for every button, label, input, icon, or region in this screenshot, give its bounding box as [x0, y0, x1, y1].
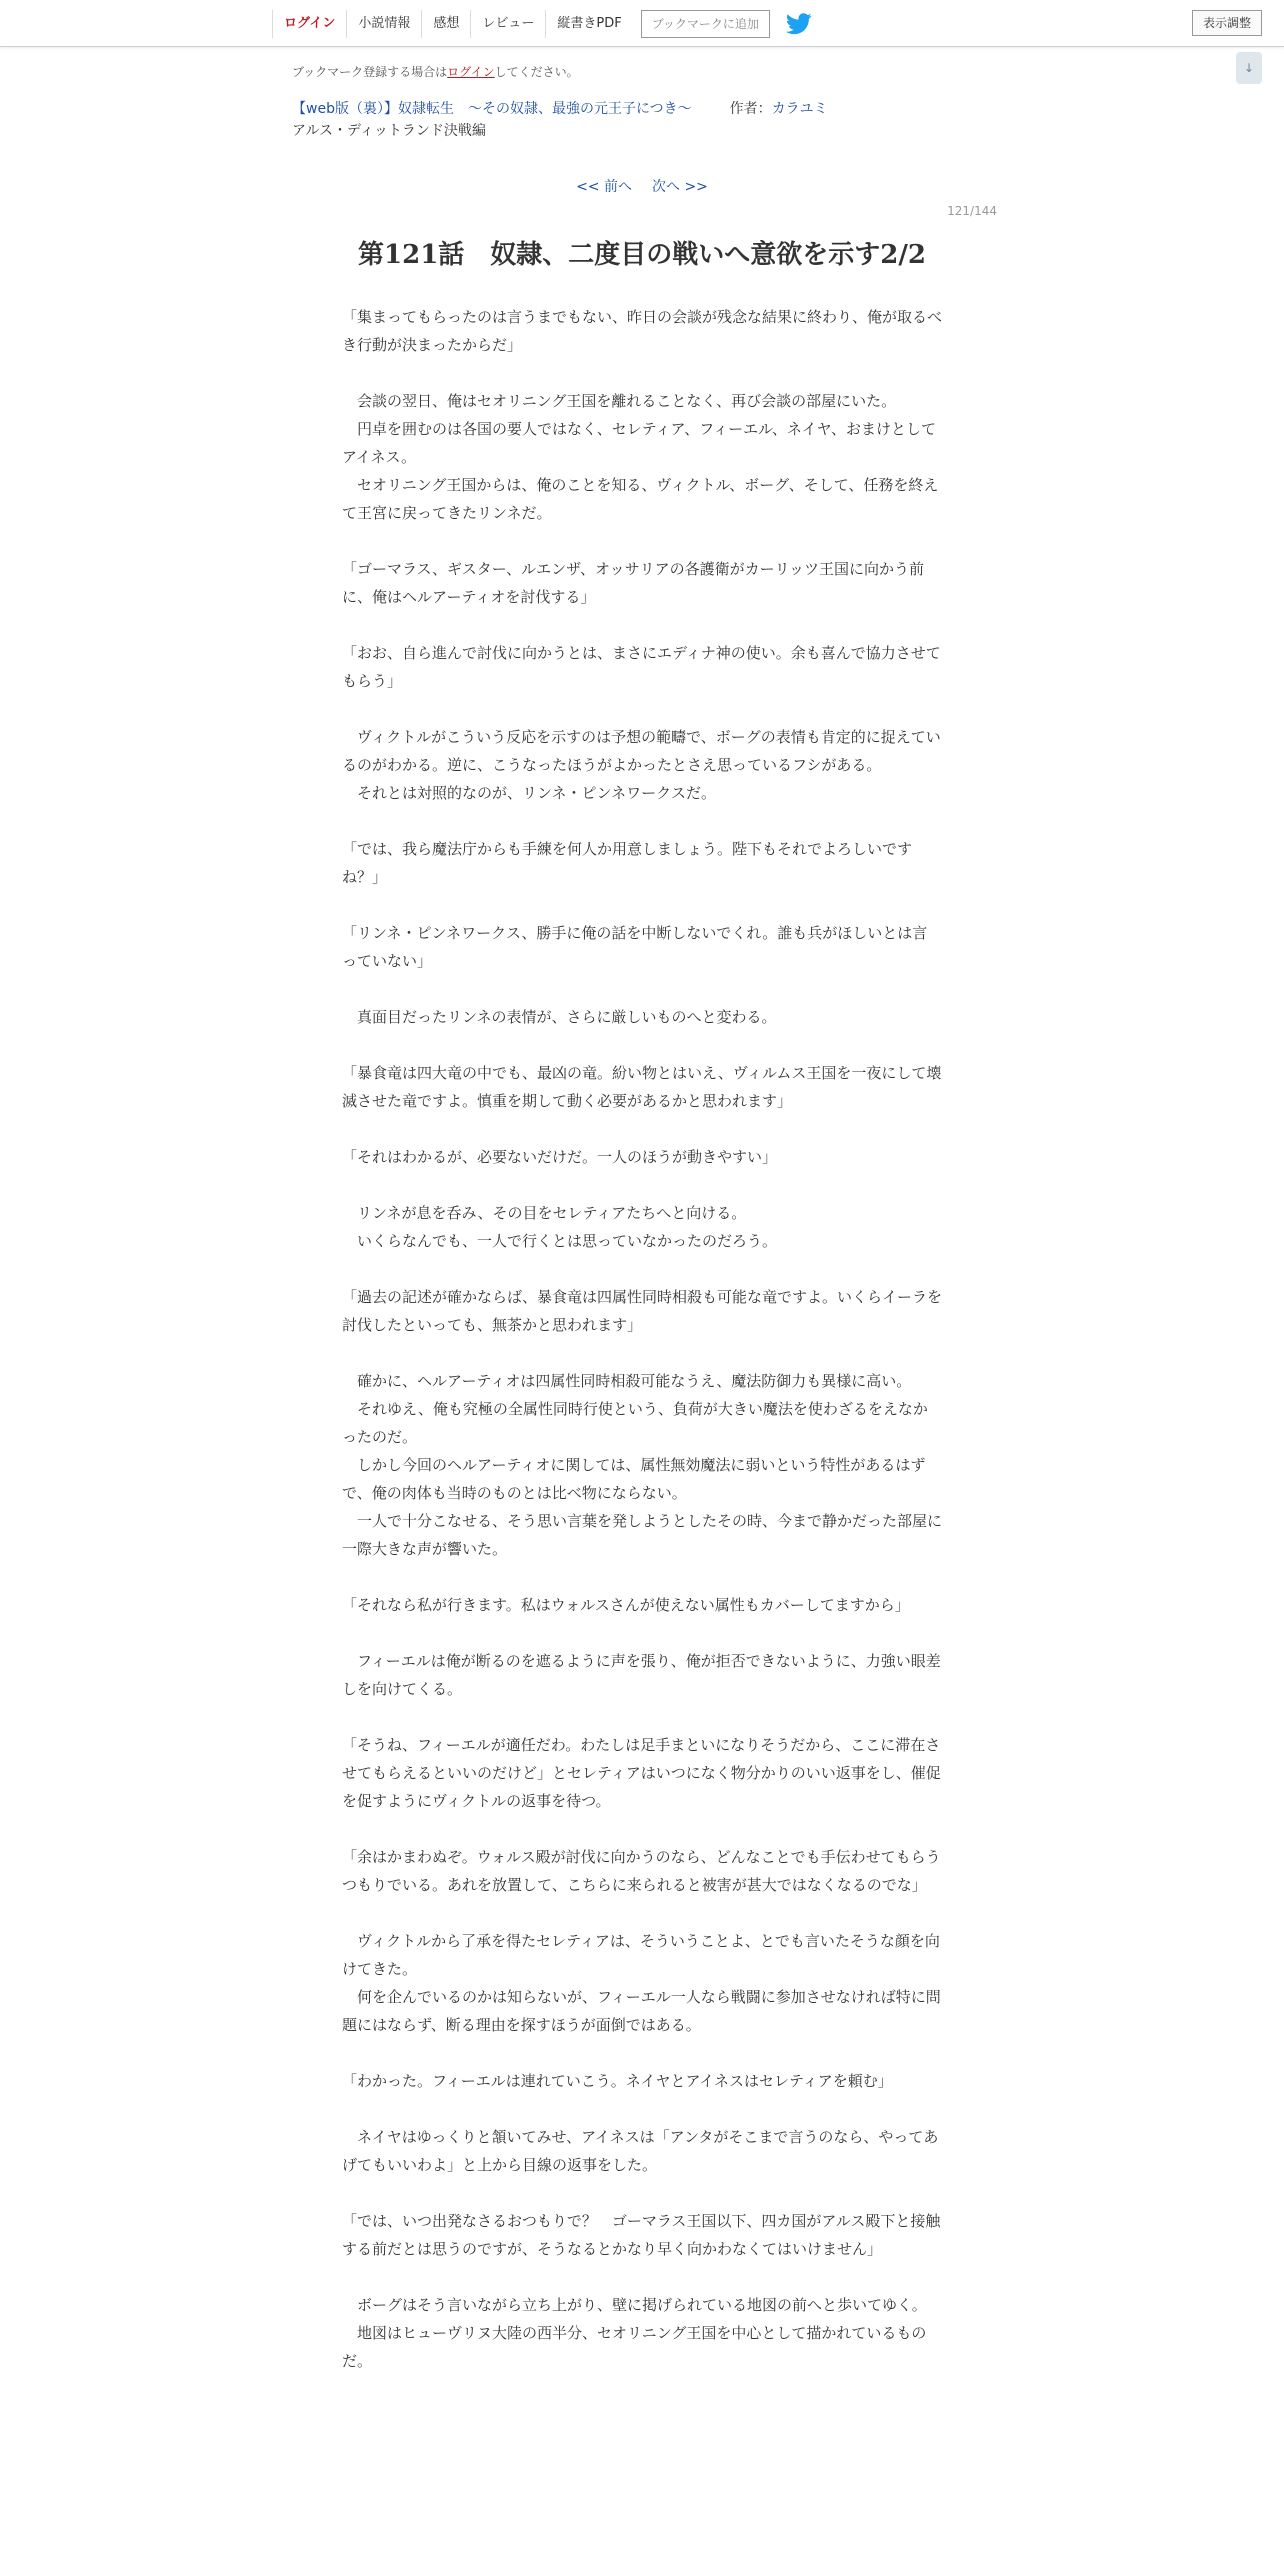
body-paragraph: 「ゴーマラス、ギスター、ルエンザ、オッサリアの各護衛がカーリッツ王国に向かう前に、俺はヘルアーティオを討伐する」 — [342, 560, 925, 606]
body-paragraph — [342, 1899, 942, 1927]
body-paragraph: 確かに、ヘルアーティオは四属性同時相殺可能なうえ、魔法防御力も異様に高い。 — [342, 1372, 912, 1390]
body-paragraph: 「おお、自ら進んで討伐に向かうとは、まさにエディナ神の使い。余も喜んで協力させてもらう」 — [342, 644, 941, 690]
body-paragraph — [342, 359, 942, 387]
body-paragraph — [342, 1115, 942, 1143]
body-paragraph: セオリニング王国からは、俺のことを知る、ヴィクトル、ボーグ、そして、任務を終えて王宮に戻ってきたリンネだ。 — [342, 476, 939, 522]
nav-novel-info-link[interactable]: 小説情報 — [346, 10, 421, 38]
body-paragraph — [342, 695, 942, 723]
body-paragraph — [342, 1031, 942, 1059]
body-paragraph — [342, 1339, 942, 1367]
body-paragraph: 「それはわかるが、必要ないだけだ。一人のほうが動きやすい」 — [342, 1148, 778, 1166]
body-paragraph: 「余はかまわぬぞ。ウォルス殿が討伐に向かうのなら、どんなことでも手伝わせてもらうつもりでいる。あれを放置して、こちらに来られると被害が甚大ではなくなるのでな」 — [342, 1848, 941, 1894]
body-paragraph — [342, 1563, 942, 1591]
body-paragraph: 一人で十分こなせる、そう思い言葉を発しようとしたその時、今まで静かだった部屋に一際大きな声が響いた。 — [342, 1512, 943, 1558]
nav-impressions-link[interactable]: 感想 — [421, 10, 470, 38]
prev-page-link[interactable]: << 前へ — [576, 179, 632, 195]
body-paragraph — [342, 2263, 942, 2291]
body-paragraph: ヴィクトルがこういう反応を示すのは予想の範疇で、ボーグの表情も肯定的に捉えているのがわかる。逆に、こうなったほうがよかったとさえ思っているフシがある。 — [342, 728, 941, 774]
body-paragraph — [342, 2039, 942, 2067]
body-paragraph — [342, 611, 942, 639]
nav-menu — [272, 8, 812, 40]
body-paragraph — [342, 2179, 942, 2207]
chapter-group-title: アルス・ディットランド決戦編 — [292, 123, 486, 139]
body-paragraph: 「集まってもらったのは言うまでもない、昨日の会談が残念な結果に終わり、俺が取るべき行動が決まったからだ」 — [342, 308, 943, 354]
body-paragraph — [342, 807, 942, 835]
notice-text-before: ブックマーク登録する場合は — [292, 65, 448, 79]
body-paragraph: リンネが息を呑み、その目をセレティアたちへと向ける。 — [342, 1204, 747, 1222]
body-paragraph — [342, 975, 942, 1003]
body-paragraph: フィーエルは俺が断るのを遮るように声を張り、俺が拒否できないように、力強い眼差しを向けてくる。 — [342, 1652, 941, 1698]
body-paragraph: 地図はヒューヴリヌ大陸の西半分、セオリニング王国を中心として描かれているものだ。 — [342, 2324, 927, 2370]
body-paragraph: 「わかった。フィーエルは連れていこう。ネイヤとアイネスはセレティアを頼む」 — [342, 2072, 893, 2090]
author-link[interactable]: カラユミ — [771, 101, 828, 117]
body-paragraph — [342, 1255, 942, 1283]
body-paragraph — [342, 1171, 942, 1199]
body-paragraph: 「では、我ら魔法庁からも手練を何人か用意しましょう。陛下もそれでよろしいですね？」 — [342, 840, 913, 886]
nav-vertical-pdf-link[interactable]: 縦書きPDF — [545, 10, 632, 38]
body-paragraph: 「そうね、フィーエルが適任だわ。わたしは足手まといになりそうだから、ここに滞在させてもらえるといいのだけど」とセレティアはいつになく物分かりのいい返事をし、催促を促すようにヴィクトルの返事を待つ。 — [342, 1736, 941, 1810]
nav-review-link[interactable]: レビュー — [470, 10, 545, 38]
body-paragraph: 「過去の記述が確かならば、暴食竜は四属性同時相殺も可能な竜ですよ。いくらイーラを討伐したといっても、無茶かと思われます」 — [342, 1288, 943, 1334]
body-paragraph — [342, 1703, 942, 1731]
series-header — [292, 98, 828, 118]
body-paragraph: 「暴食竜は四大竜の中でも、最凶の竜。紛い物とはいえ、ヴィルムス王国を一夜にして壊滅させた竜ですよ。慎重を期して動く必要があるかと思われます」 — [342, 1064, 942, 1110]
add-bookmark-button[interactable]: ブックマークに追加 — [641, 10, 770, 38]
login-notice — [292, 63, 579, 80]
top-navigation-bar — [0, 0, 1284, 47]
notice-text-after: してください。 — [494, 65, 579, 79]
body-paragraph — [342, 891, 942, 919]
body-paragraph: 真面目だったリンネの表情が、さらに厳しいものへと変わる。 — [342, 1008, 777, 1026]
body-paragraph: ボーグはそう言いながら立ち上がり、壁に掲げられている地図の前へと歩いてゆく。 — [342, 2296, 927, 2314]
pager-top — [0, 176, 1284, 196]
body-paragraph: 会談の翌日、俺はセオリニング王国を離れることなく、再び会談の部屋にいた。 — [342, 392, 897, 410]
body-paragraph — [342, 527, 942, 555]
body-paragraph: 円卓を囲むのは各国の要人ではなく、セレティア、フィーエル、ネイヤ、おまけとしてアイネス。 — [342, 420, 937, 466]
author-label: 作者： — [729, 101, 772, 117]
body-paragraph: 「では、いつ出発なさるおつもりで？ ゴーマラス王国以下、四カ国がアルス殿下と接触する前だとは思うのですが、そうなるとかなり早く向かわなくてはいけません」 — [342, 2212, 941, 2258]
nav-login-link[interactable]: ログイン — [272, 10, 346, 38]
display-settings-button[interactable]: 表示調整 — [1192, 10, 1262, 36]
body-paragraph: しかし今回のヘルアーティオに関しては、属性無効魔法に弱いという特性があるはずで、俺の肉体も当時のものとは比べ物にならない。 — [342, 1456, 926, 1502]
body-paragraph: ネイヤはゆっくりと頷いてみせ、アイネスは「アンタがそこまで言うのなら、やってあげてもいいわよ」と上から目線の返事をした。 — [342, 2128, 939, 2174]
body-paragraph: 「それなら私が行きます。私はウォルスさんが使えない属性もカバーしてますから」 — [342, 1596, 910, 1614]
next-page-link[interactable]: 次へ >> — [652, 179, 708, 195]
page-number: 121/144 — [947, 204, 997, 218]
body-paragraph: 何を企んでいるのかは知らないが、フィーエル一人なら戦闘に参加させなければ特に問題にはならず、断る理由を探すほうが面倒ではある。 — [342, 1988, 941, 2034]
body-paragraph: ヴィクトルから了承を得たセレティアは、そういうことよ、とでも言いたそうな顔を向けてきた。 — [342, 1932, 940, 1978]
body-paragraph: それゆえ、俺も究極の全属性同時行使という、負荷が大きい魔法を使わざるをえなかったのだ。 — [342, 1400, 928, 1446]
body-paragraph: それとは対照的なのが、リンネ・ピンネワークスだ。 — [342, 784, 716, 802]
episode-title: 第121話 奴隷、二度目の戦いへ意欲を示す2/2 — [358, 240, 926, 270]
body-paragraph: いくらなんでも、一人で行くとは思っていなかったのだろう。 — [342, 1232, 778, 1250]
scroll-down-icon[interactable]: ↓ — [1236, 52, 1262, 84]
notice-login-link[interactable]: ログイン — [447, 65, 495, 79]
novel-body — [342, 303, 942, 2375]
body-paragraph — [342, 1815, 942, 1843]
body-paragraph — [342, 2095, 942, 2123]
body-paragraph — [342, 1619, 942, 1647]
twitter-icon[interactable] — [786, 13, 812, 35]
body-paragraph: 「リンネ・ピンネワークス、勝手に俺の話を中断しないでくれ。誰も兵がほしいとは言っていない」 — [342, 924, 928, 970]
series-title-link[interactable]: 【web版（裏）】奴隷転生 ～その奴隷、最強の元王子につき～ — [292, 101, 692, 117]
